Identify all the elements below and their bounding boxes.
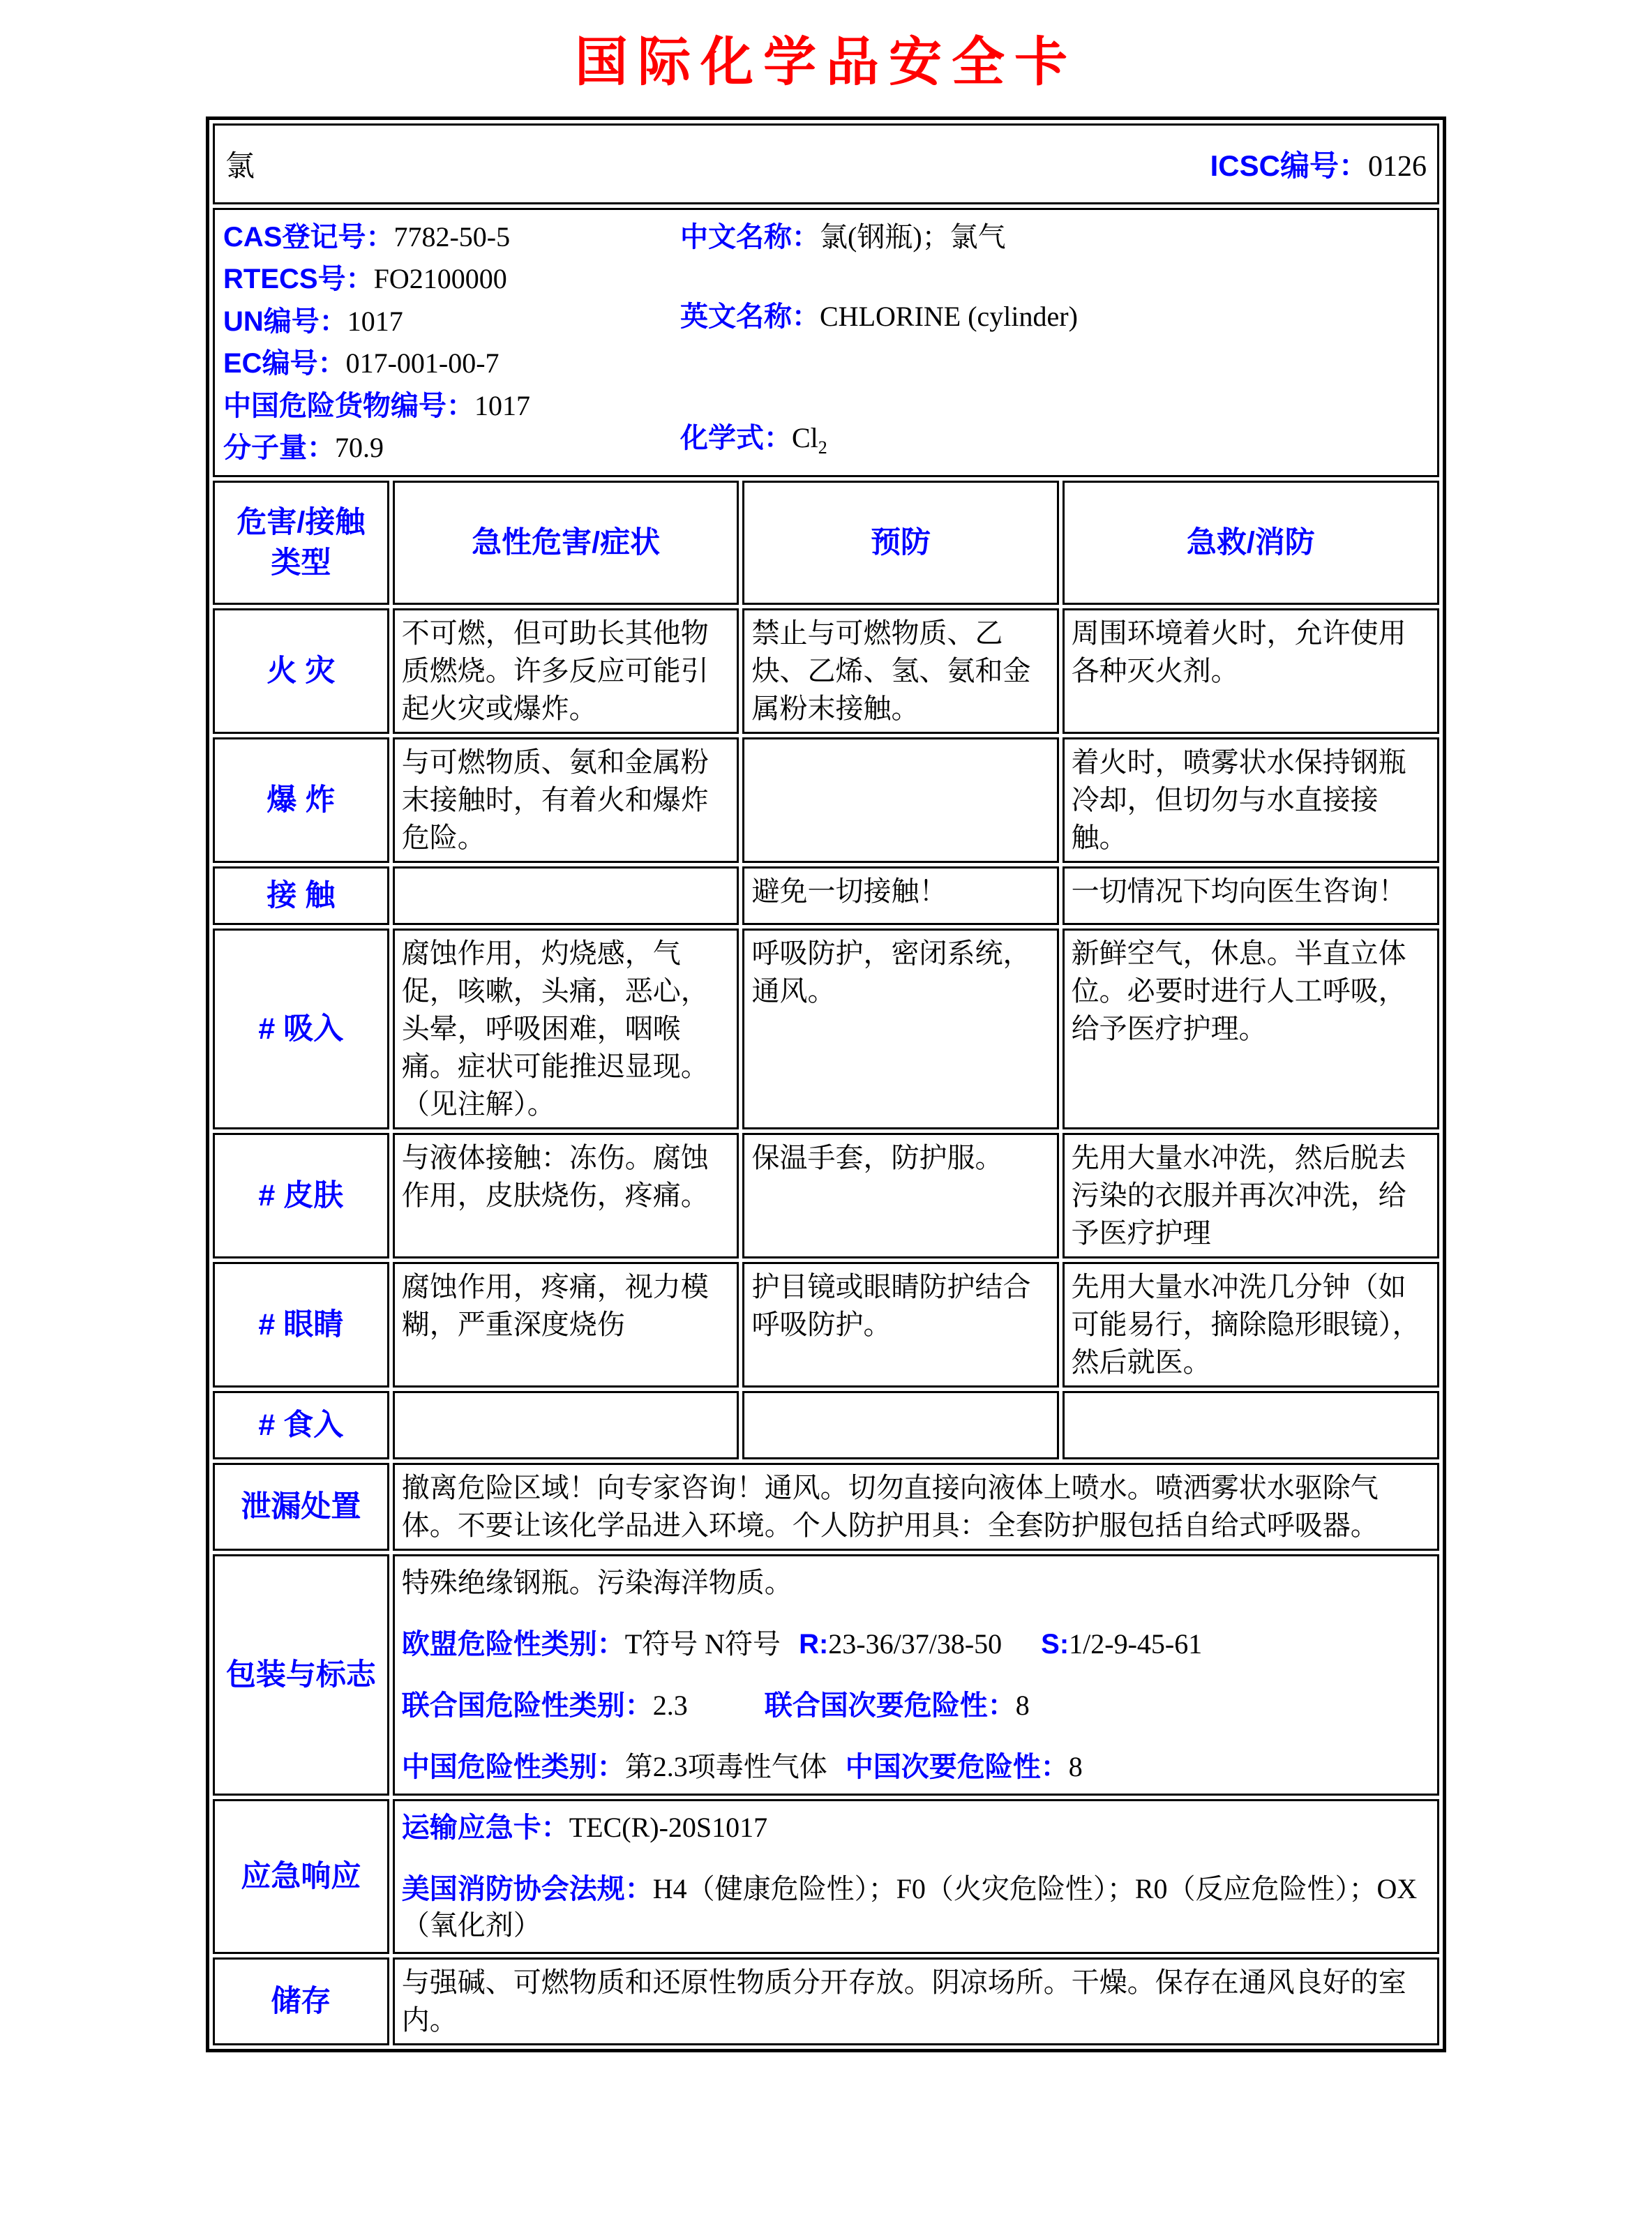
r-phrases-value: 23-36/37/38-50 xyxy=(828,1628,1003,1660)
inhalation-prevention: 呼吸防护，密闭系统，通风。 xyxy=(742,929,1058,1129)
china-dg-label: 中国危险货物编号： xyxy=(223,390,474,421)
r-phrases-label: R: xyxy=(799,1629,829,1660)
emergency-label: 应急响应 xyxy=(213,1799,389,1954)
ec-label: EC编号： xyxy=(223,348,346,379)
mol-weight-row xyxy=(223,428,680,468)
emergency-row xyxy=(213,1799,1439,1954)
header-symptoms: 急性危害/症状 xyxy=(393,481,739,605)
un-value: 1017 xyxy=(347,305,403,337)
packaging-label: 包装与标志 xyxy=(213,1554,389,1796)
packaging-line-1: 特殊绝缘钢瓶。污染海洋物质。 xyxy=(401,1567,793,1599)
formula-subscript: 2 xyxy=(818,437,827,458)
packaging-line-cn xyxy=(402,1749,1430,1785)
fire-label: 火 灾 xyxy=(213,608,389,734)
eyes-symptoms: 腐蚀作用，疼痛，视力模糊，严重深度烧伤 xyxy=(393,1262,739,1388)
s-phrases-value: 1/2-9-45-61 xyxy=(1069,1628,1203,1660)
explosion-label: 爆 炸 xyxy=(213,737,389,863)
ingestion-symptoms xyxy=(393,1391,739,1459)
formula-label: 化学式： xyxy=(680,423,792,453)
fire-prevention: 禁止与可燃物质、乙炔、乙烯、氢、氨和金属粉末接触。 xyxy=(742,608,1058,734)
icsc-label: ICSC编号： xyxy=(1210,149,1368,182)
ingestion-prevention xyxy=(742,1391,1058,1459)
english-name-label: 英文名称： xyxy=(680,301,820,332)
rtecs-value: FO2100000 xyxy=(373,263,507,295)
chinese-name-label: 中文名称： xyxy=(680,222,820,253)
info-grid xyxy=(223,217,1429,468)
eyes-prevention: 护目镜或眼睛防护结合呼吸防护。 xyxy=(742,1262,1058,1388)
page xyxy=(0,20,1652,2240)
info-row xyxy=(213,208,1439,477)
inhalation-label: # 吸入 xyxy=(213,929,389,1129)
spill-row xyxy=(213,1463,1439,1551)
english-name-row xyxy=(680,296,1429,337)
skin-prevention: 保温手套，防护服。 xyxy=(742,1133,1058,1258)
mol-weight-label: 分子量： xyxy=(223,432,335,463)
storage-label: 储存 xyxy=(213,1957,389,2045)
english-name-value: CHLORINE (cylinder) xyxy=(820,301,1078,332)
spill-label: 泄漏处置 xyxy=(213,1463,389,1551)
rtecs-row xyxy=(223,259,680,299)
mol-weight-value: 70.9 xyxy=(335,431,384,463)
fire-symptoms: 不可燃，但可助长其他物质燃烧。许多反应可能引起火灾或爆炸。 xyxy=(393,608,739,734)
substance-name: 氯 xyxy=(225,151,255,183)
tec-value: TEC(R)-20S1017 xyxy=(569,1812,768,1844)
contact-prevention: 避免一切接触！ xyxy=(742,866,1058,925)
rtecs-label: RTECS号： xyxy=(223,264,374,295)
tec-label: 运输应急卡： xyxy=(401,1812,569,1844)
header-firstaid: 急救/消防 xyxy=(1062,481,1439,605)
storage-row xyxy=(213,1957,1439,2045)
china-dg-value: 1017 xyxy=(474,389,530,421)
explosion-symptoms: 与可燃物质、氨和金属粉末接触时，有着火和爆炸危险。 xyxy=(393,737,739,863)
eyes-row xyxy=(213,1262,1439,1388)
skin-label: # 皮肤 xyxy=(213,1133,389,1258)
ingestion-firstaid xyxy=(1062,1391,1439,1459)
nfpa-value: H4（健康危险性）；F0（火灾危险性）；R0（反应危险性）；OX（氧化剂） xyxy=(401,1873,1418,1941)
cn-sub-value: 8 xyxy=(1068,1751,1083,1783)
tec-line xyxy=(402,1810,1430,1846)
page-title: 国际化学品安全卡 xyxy=(575,33,1077,92)
formula-value: $Cl_2$ xyxy=(792,422,827,458)
contact-symptoms xyxy=(393,866,739,925)
cas-row xyxy=(223,217,680,257)
un-class-value: 2.3 xyxy=(652,1690,688,1722)
eyes-label: # 眼睛 xyxy=(213,1262,389,1388)
spill-text: 撤离危险区域！向专家咨询！通风。切勿直接向液体上喷水。喷洒雾状水驱除气体。不要让该化学品进入环境。个人防护用具：全套防护服包括自给式呼吸器。 xyxy=(393,1463,1439,1551)
inhalation-row xyxy=(213,929,1439,1129)
cn-sub-label: 中国次要危险性： xyxy=(845,1752,1069,1783)
nfpa-line xyxy=(402,1871,1430,1944)
chinese-name-row xyxy=(680,217,1429,257)
header-prevention: 预防 xyxy=(742,481,1058,605)
packaging-line-eu xyxy=(402,1626,1430,1662)
inhalation-symptoms: 腐蚀作用，灼烧感，气促，咳嗽，头痛，恶心，头晕，呼吸困难，咽喉痛。症状可能推迟显现。（见注解）。 xyxy=(393,929,739,1129)
eyes-firstaid: 先用大量水冲洗几分钟（如可能易行，摘除隐形眼镜），然后就医。 xyxy=(1062,1262,1439,1388)
icsc-value: 0126 xyxy=(1368,151,1427,183)
explosion-row xyxy=(213,737,1439,863)
skin-firstaid: 先用大量水冲洗，然后脱去污染的衣服并再次冲洗，给予医疗护理 xyxy=(1062,1133,1439,1258)
icsc-card xyxy=(206,116,1446,2052)
header-hazard-type: 危害/接触 类型 xyxy=(213,481,389,605)
inhalation-firstaid: 新鲜空气，休息。半直立体位。必要时进行人工呼吸，给予医疗护理。 xyxy=(1062,929,1439,1129)
icsc-number xyxy=(1210,143,1427,185)
packaging-content xyxy=(393,1554,1439,1796)
un-sub-value: 8 xyxy=(1015,1690,1030,1722)
emergency-content xyxy=(393,1799,1439,1954)
fire-row xyxy=(213,608,1439,734)
china-dg-row xyxy=(223,386,680,426)
formula-row xyxy=(680,418,1429,468)
packaging-row xyxy=(213,1554,1439,1796)
ingestion-label: # 食入 xyxy=(213,1391,389,1459)
cas-value: 7782-50-5 xyxy=(393,221,511,253)
cn-class-value: 第2.3项毒性气体 xyxy=(624,1751,827,1783)
un-label: UN编号： xyxy=(223,306,347,337)
contact-label: 接 触 xyxy=(213,866,389,925)
cas-label: CAS登记号： xyxy=(223,222,394,253)
packaging-line-un xyxy=(402,1687,1430,1724)
info-right-column xyxy=(680,217,1429,468)
explosion-firstaid: 着火时，喷雾状水保持钢瓶冷却，但切勿与水直接接触。 xyxy=(1062,737,1439,863)
ec-value: 017-001-00-7 xyxy=(345,347,500,379)
hazard-header-row xyxy=(213,481,1439,605)
un-sub-label: 联合国次要危险性： xyxy=(764,1690,1016,1722)
explosion-prevention xyxy=(742,737,1058,863)
contact-firstaid: 一切情况下均向医生咨询！ xyxy=(1062,866,1439,925)
ingestion-row xyxy=(213,1391,1439,1459)
cn-class-label: 中国危险性类别： xyxy=(401,1752,625,1783)
ec-row xyxy=(223,343,680,384)
card-header-row xyxy=(213,123,1439,204)
skin-row xyxy=(213,1133,1439,1258)
eu-class-value: T符号 N符号 xyxy=(624,1628,781,1660)
s-phrases-label: S: xyxy=(1041,1629,1069,1660)
header-bar xyxy=(216,126,1436,202)
eu-class-label: 欧盟危险性类别： xyxy=(401,1629,625,1660)
storage-text: 与强碱、可燃物质和还原性物质分开存放。阴凉场所。干燥。保存在通风良好的室内。 xyxy=(393,1957,1439,2045)
fire-firstaid: 周围环境着火时，允许使用各种灭火剂。 xyxy=(1062,608,1439,734)
un-class-label: 联合国危险性类别： xyxy=(401,1690,653,1722)
nfpa-label: 美国消防协会法规： xyxy=(401,1874,653,1905)
info-left-column xyxy=(223,217,680,468)
skin-symptoms: 与液体接触：冻伤。腐蚀作用，皮肤烧伤，疼痛。 xyxy=(393,1133,739,1258)
un-row xyxy=(223,301,680,342)
contact-row xyxy=(213,866,1439,925)
chinese-name-value: 氯(钢瓶)；氯气 xyxy=(820,221,1006,253)
